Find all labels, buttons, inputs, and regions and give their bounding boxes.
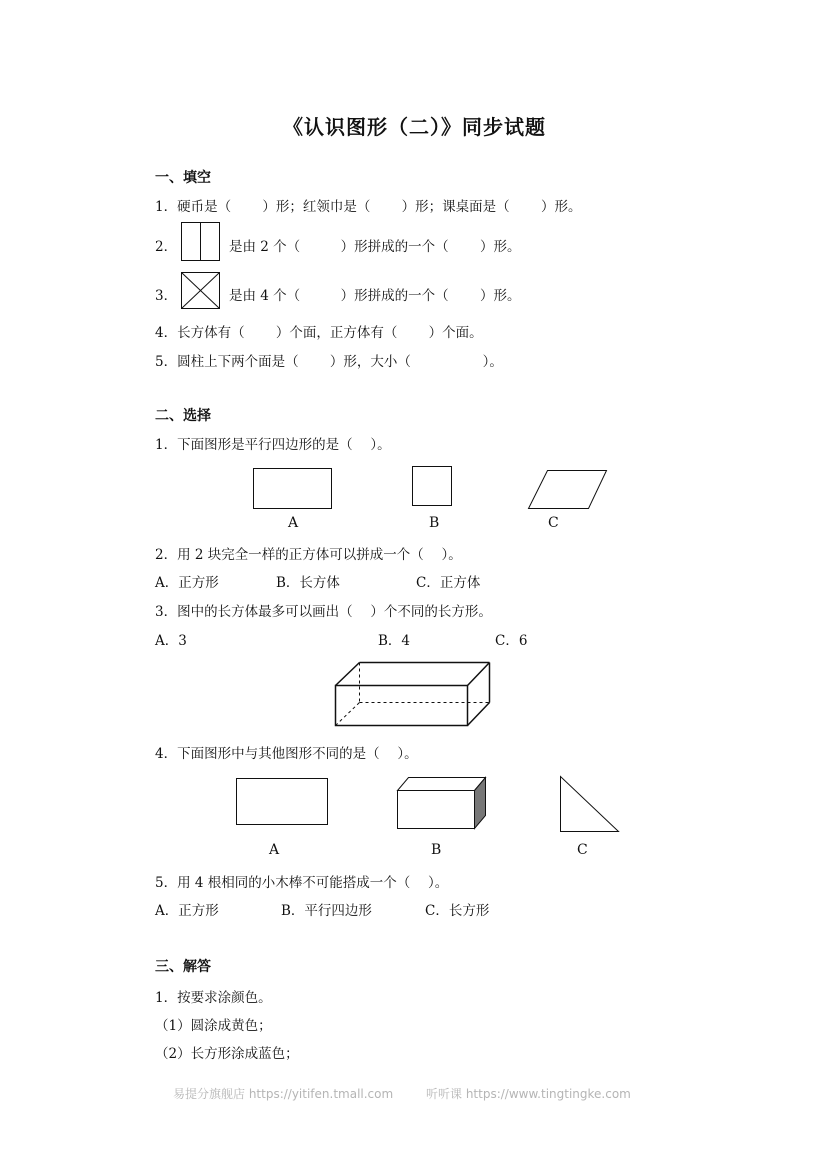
choice-question-4: 4．下面图形中与其他图形不同的是（ ）。 — [155, 746, 418, 762]
choice-5-option-c: C．长方形 — [425, 903, 490, 919]
choice-4-label-c: C — [577, 842, 588, 858]
choice-4-triangle — [561, 777, 619, 832]
fill-question-5: 5．圆柱上下两个面是（ ）形，大小（ ）。 — [155, 354, 503, 370]
choice-3-option-b: B．4 — [378, 633, 411, 649]
choice-1-label-a: A — [288, 515, 299, 531]
choice-4-label-b: B — [431, 842, 442, 858]
choice-3-option-a: A．3 — [155, 633, 187, 649]
section-heading-answer: 三、解答 — [155, 959, 211, 975]
choice-4-shapes — [233, 774, 623, 836]
choice-3-option-c: C．6 — [495, 633, 528, 649]
answer-question-1: 1．按要求涂颜色。 — [155, 990, 272, 1006]
choice-5-option-b: B．平行四边形 — [281, 903, 372, 919]
choice-1-shapes — [250, 465, 620, 515]
choice-1-square — [413, 467, 452, 506]
choice-4-cuboid — [398, 778, 486, 829]
choice-question-1: 1．下面图形是平行四边形的是（ ）。 — [155, 437, 391, 453]
footer-watermark-right: 听听课 https://www.tingtingke.com — [426, 1087, 631, 1101]
choice-5-option-a: A．正方形 — [155, 903, 219, 919]
choice-4-label-a: A — [269, 842, 280, 858]
choice-2-option-c: C．正方体 — [416, 575, 481, 591]
square-with-diagonals-figure — [181, 272, 221, 312]
fill-question-1: 1．硬币是（ ）形；红领巾是（ ）形；课桌面是（ ）形。 — [155, 199, 582, 215]
fill-question-2-number: 2． — [155, 239, 178, 255]
section-heading-choice: 二、选择 — [155, 408, 211, 424]
choice-question-3: 3．图中的长方体最多可以画出（ ）个不同的长方形。 — [155, 604, 492, 620]
choice-2-option-b: B．长方体 — [276, 575, 340, 591]
fill-question-4: 4．长方体有（ ）个面，正方体有（ ）个面。 — [155, 325, 483, 341]
choice-1-label-b: B — [429, 515, 440, 531]
section-heading-fill: 一、填空 — [155, 170, 211, 186]
choice-question-2: 2．用 2 块完全一样的正方体可以拼成一个（ ）。 — [155, 547, 462, 563]
page-title: 《认识图形（二）》同步试题 — [283, 115, 546, 139]
rectangle-split-two-figure — [181, 222, 221, 262]
footer-watermark-left: 易提分旗舰店 https://yitifen.tmall.com — [173, 1087, 394, 1101]
fill-question-2-text: 是由 2 个（ ）形拼成的一个（ ）形。 — [229, 239, 521, 255]
choice-1-label-c: C — [548, 515, 559, 531]
answer-question-1-part-1: （1）圆涂成黄色； — [155, 1018, 272, 1034]
choice-4-rectangle — [237, 779, 328, 825]
cuboid-figure — [334, 660, 494, 730]
choice-1-rectangle — [254, 469, 332, 509]
answer-question-1-part-2: （2）长方形涂成蓝色； — [155, 1046, 299, 1062]
choice-2-option-a: A．正方形 — [155, 575, 219, 591]
fill-question-3-text: 是由 4 个（ ）形拼成的一个（ ）形。 — [229, 288, 521, 304]
choice-question-5: 5．用 4 根相同的小木棒不可能搭成一个（ ）。 — [155, 875, 449, 891]
choice-1-parallelogram — [529, 471, 607, 509]
fill-question-3-number: 3． — [155, 288, 178, 304]
